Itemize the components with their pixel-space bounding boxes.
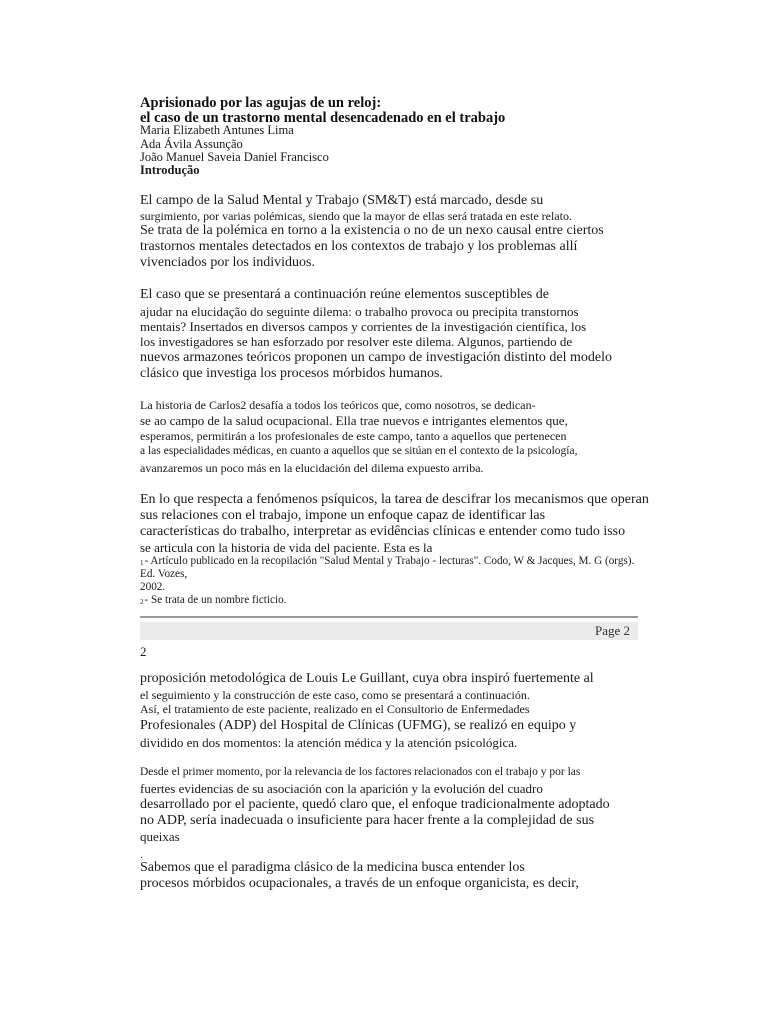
text-line: queixas	[140, 829, 180, 844]
text-line: El campo de la Salud Mental y Trabajo (SM&T) está marcado, desde su	[140, 193, 544, 208]
text-line: desarrollado por el paciente, quedó claro que, el enfoque tradicionalmente adoptado	[140, 797, 610, 812]
text-line: sus relaciones con el trabajo, impone un enfoque capaz de identificar las	[140, 508, 546, 523]
text-line: proposición metodológica de Louis Le Guillant, cuya obra inspiró fuertemente al	[140, 671, 594, 686]
text-line: el seguimiento y la construcción de este caso, como se presentará a continuación.	[140, 688, 530, 702]
doc-title-line-2: el caso de un trastorno mental desencadenado en el trabajo	[140, 110, 506, 126]
section-heading: Introdução	[140, 163, 200, 177]
text-line: Desde el primer momento, por la relevancia de los factores relacionados con el trabajo y por las	[140, 766, 581, 778]
text-line: características do trabalho, interpretar as evidências clínicas e entender como tudo isso	[140, 524, 626, 539]
text-line: se articula con la historia de vida del paciente. Esta es la	[140, 540, 433, 555]
footnote-marker: 2	[140, 598, 144, 606]
text-line: dividido en dos momentos: la atención médica y la atención psicológica.	[140, 735, 518, 750]
doc-title-line-1: Aprisionado por las agujas de un reloj:	[140, 95, 382, 111]
footnote-text: - Se trata de un nombre ficticio.	[144, 594, 287, 606]
text-line: surgimiento, por varias polémicas, siendo que la mayor de ellas será tratada en este relato.	[140, 209, 572, 223]
text-line: Sabemos que el paradigma clásico de la medicina busca entender los	[140, 860, 525, 875]
text-line: esperamos, permitirán a los profesionales de este campo, tanto a aquellos que pertenecen	[140, 429, 567, 443]
page-number: 2	[140, 644, 147, 659]
text-line: mentais? Insertados en diversos campos y corrientes de la investigación científica, los	[140, 319, 587, 334]
text-line: procesos mórbidos ocupacionales, a través de un enfoque organicista, es decir,	[140, 876, 579, 891]
text-line: clásico que investiga los procesos mórbidos humanos.	[140, 366, 443, 381]
text-line: ajudar na elucidação do seguinte dilema: o trabalho provoca ou precipita transtornos	[140, 304, 579, 319]
text-line: Se trata de la polémica en torno a la existencia o no de un nexo causal entre ciertos	[140, 223, 604, 238]
page-footer-band	[140, 622, 638, 640]
text-line: se ao campo de la salud ocupacional. Ella trae nuevos e intrigantes elementos que,	[140, 413, 568, 428]
text-line: los investigadores se han esforzado por resolver este dilema. Algunos, partiendo de	[140, 334, 573, 349]
footnote-2	[140, 595, 286, 606]
footnote-marker: 1	[140, 559, 144, 567]
text-line: no ADP, sería inadecuada o insuficiente para hacer frente a la complejidad de sus	[140, 813, 595, 828]
text-line: Profesionales (ADP) del Hospital de Clínicas (UFMG), se realizó en equipo y	[140, 718, 577, 733]
text-line: .	[140, 847, 143, 861]
text-line: fuertes evidencias de su asociación con la aparición y la evolución del cuadro	[140, 781, 543, 796]
text-line: avanzaremos un poco más en la elucidación del dilema expuesto arriba.	[140, 461, 484, 475]
text-line: En lo que respecta a fenómenos psíquicos, la tarea de descifrar los mecanismos que operan	[140, 492, 649, 507]
text-line: El caso que se presentará a continuación reúne elementos susceptibles de	[140, 287, 549, 302]
text-line: vivenciados por los individuos.	[140, 255, 315, 270]
text-line: La historia de Carlos2 desafía a todos los teóricos que, como nosotros, se dedican-	[140, 398, 536, 412]
author-2: Ada Ávila Assunção	[140, 137, 243, 151]
footnote-1-year: 2002.	[140, 581, 166, 593]
text-line: trastornos mentales detectados en los contextos de trabajo y los problemas allí	[140, 239, 578, 254]
footnote-1-cont: Ed. Vozes,	[140, 568, 188, 580]
text-line: nuevos armazones teóricos proponen un campo de investigación distinto del modelo	[140, 350, 612, 365]
footnote-1	[140, 556, 634, 567]
page-label: Page 2	[594, 623, 630, 638]
author-3: João Manuel Saveia Daniel Francisco	[140, 150, 329, 164]
author-1: Maria Elizabeth Antunes Lima	[140, 123, 294, 137]
text-line: Así, el tratamiento de este paciente, realizado en el Consultorio de Enfermedades	[140, 702, 530, 716]
text-line: a las especialidades médicas, en cuanto a aquellos que se sitúan en el contexto de la psicología,	[140, 445, 578, 457]
footnote-text: - Artículo publicado en la recopilación "Salud Mental y Trabajo - lecturas". Codo, W & Jacques, M. G (orgs).	[144, 555, 635, 567]
page-divider	[140, 616, 638, 618]
